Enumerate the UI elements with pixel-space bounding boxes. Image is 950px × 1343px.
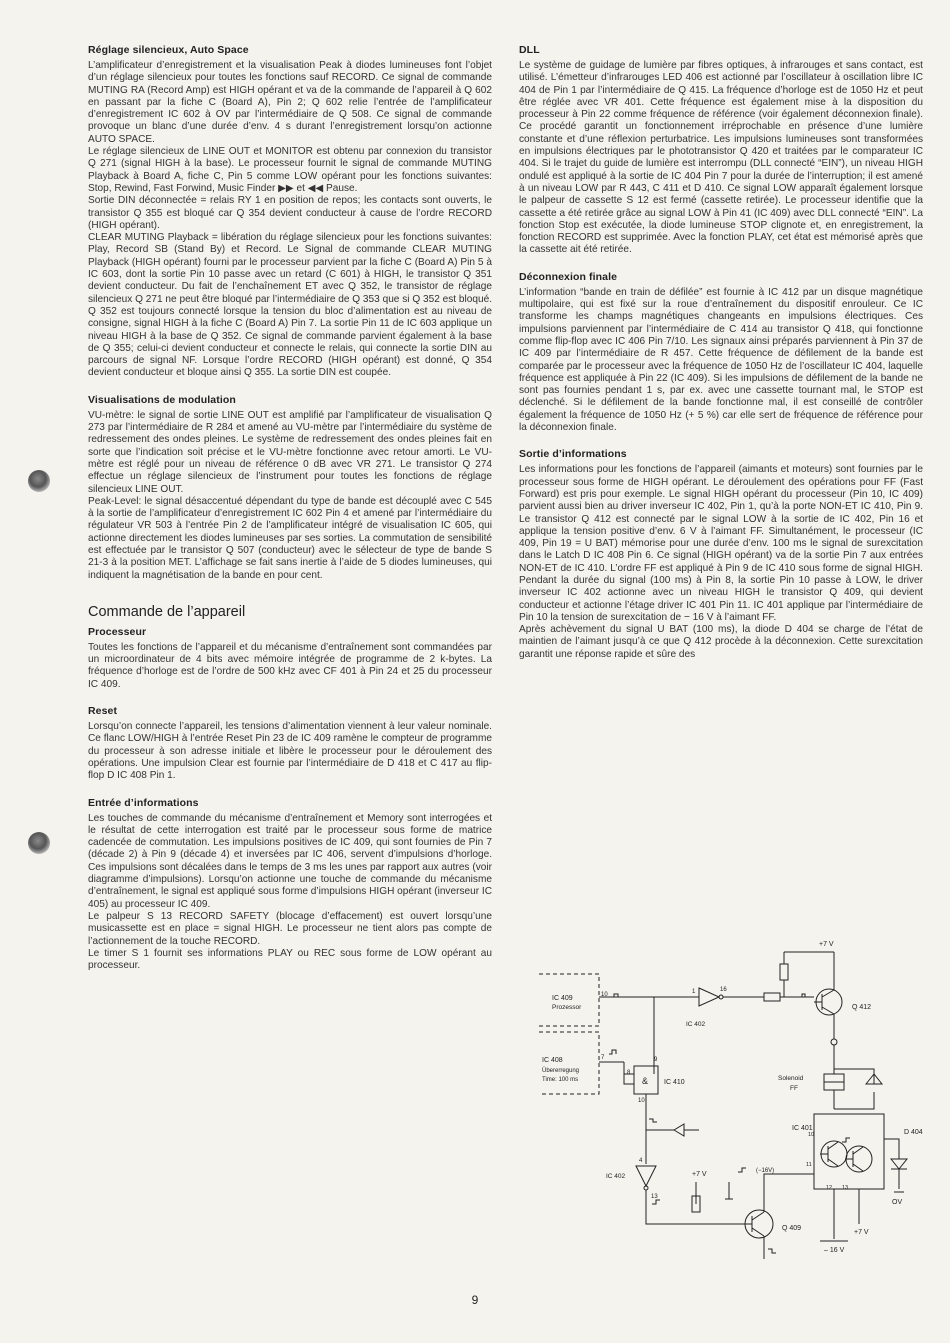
heading-entree: Entrée d’informations — [88, 796, 199, 809]
supply-label: +7 V — [854, 1229, 869, 1236]
ic409-label: IC 409 — [552, 995, 573, 1002]
pin-label: 12 — [826, 1185, 833, 1191]
paragraph: VU-mètre: le signal de sortie LINE OUT est amplifié par l’amplificateur de visualisation Q 273 par l’intermédiaire de R 284 et amené au VU-mètre par l’intermédiaire du système de redressement des ondes pleines. Le système de redressement des ondes pleines fait en sorte que l’indication soit précise et le VU-mètre fonctionne avec retour amorti. Le VU-mètre est réglé pour un niveau de référence 0 dB avec VR 271. Le transistor Q 274 effectue un réglage silencieux de l’instrument pour toutes les fonctions de réglage silencieux LINE OUT. — [88, 409, 492, 495]
pulse-symbol — [738, 1168, 746, 1172]
pin-label: 9 — [654, 1057, 658, 1063]
left-column — [88, 44, 492, 986]
section-deconnexion — [519, 271, 923, 435]
pulse-symbol — [609, 1050, 616, 1054]
ubererregung-label: Übererregung — [542, 1068, 580, 1074]
ic410-label: IC 410 — [664, 1079, 685, 1086]
paragraph: Les informations pour les fonctions de l’appareil (aimants et moteurs) sont fournies par le processeur sous forme de HIGH opérant. Le déroulement des opérations pour FF (Fast Forward) est pris pour exemple. Le signal HIGH opérant du processeur (Pin 10, IC 409) parvient aussi bien au driver inverseur IC 402, Pin 1, qu’à la porte NON-ET IC 410, Pin 9. Le transistor Q 412 est connecté par le signal LOW à la sortie de IC 402, Pin 16 et applique la tension positive d’env. 6 V à l’aimant FF. Simultanément, le processeur (IC 409, Pin 19 = U BAT) mémorise pour une durée d’env. 100 ms le signal de surexcitation dans le Latch D IC 408 Pin 6. Ce signal (HIGH opérant) va de la sortie Pin 7 aux entrées NON-ET de IC 410. L’ordre FF est appliqué à Pin 9 de IC 410 sous forme de signal HIGH. Pendant la durée du signal (100 ms) à Pin 8, la sortie Pin 10 passe à LOW, le driver inverseur IC 402 actionne avec un niveau HIGH le transistor Q 409, qui devient conducteur et actionne l’étage driver IC 401 Pin 11. IC 401 applique par l’intermédiaire de Pin 10 la tension de surexcitation de − 16 V à l’aimant FF. — [519, 464, 923, 623]
ff-label: FF — [790, 1085, 798, 1092]
ic402-bottom-label: IC 402 — [606, 1173, 626, 1180]
pin-label: 11 — [806, 1162, 812, 1168]
d404-diode — [884, 1139, 907, 1189]
heading-reglage: Réglage silencieux, Auto Space — [88, 44, 249, 56]
heading-reset: Reset — [88, 705, 118, 718]
resistor — [780, 964, 788, 980]
paragraph: L’amplificateur d’enregistrement et la visualisation Peak à diodes lumineuses font l’objet d’un réglage silencieux pour toutes les fonctions sauf RECORD. Ce signal de commande MUTING RA (Record Amp) est HIGH opérant et va de la commande de l’appareil à Q 602 en passant par la fiche C (Board A), Pin 2; Q 602 relie l’entrée de l’amplificateur d’enregistrement IC 602 à OV par l’intermédiaire de Q 508. Ce signal de commande provoque un blanc d’une durée d’env. 4 s durant l’enregistrement lorsqu’on actionne AUTO SPACE. — [88, 60, 492, 145]
wire — [725, 1182, 733, 1199]
paragraph: Le système de guidage de lumière par fibres optiques, à infrarouges et sans contact, est utilisé. L’émetteur d’infrarouges LED 406 est actionné par l’oscillateur à oscillation libre IC 404 de Pin 1 par l’intermédiaire de Q 415. La fréquence d’horloge est de 1050 Hz et peut être réglée avec VR 401. Cette fréquence est également mise à la disposition du processeur à Pin 22 comme fréquence de référence (voir également déconnexion finale). Ce procédé garantit un fonctionnement irréprochable en présence d’une lumière constante et d’une réflexion perturbatrice. Les impulsions lumineuses sont transformées en impulsions électriques par le phototransistor Q 420 et traitées par le comparateur IC 404. Si le trajet du guide de lumière est interrompu (DLL connecté “EIN”), un niveau HIGH ondulé est appliqué à la sortie de IC 404 Pin 7 pour la durée de l’interruption; il est amené à un niveau LOW par R 443, C 411 et D 410. Ce signal LOW apparaît également lorsque le palpeur de cassette S 12 est fermé (cassette retirée). Le processeur identifie que la cassette a été retirée grâce au signal LOW à Pin 41 (IC 409) avec DLL connecté “EIN”. La fonction Stop est exécutée, la diode lumineuse STOP clignote et, en enregistrement, la fonction RECORD est supprimée. Avec la fonction PLAY, cet état est mémorisé après que la cassette ait été retirée. — [519, 60, 923, 256]
pulse-symbol — [768, 1249, 776, 1253]
paragraph: Les touches de commande du mécanisme d’entraînement et Memory sont interrogées et le résultat de cette interrogation est traité par le processeur sous forme de matrice cadencée de commutation. Les impulsions positives de IC 409, qui sont fournies de Pin 7 (décade 2) à Pin 9 (décade 4) et inversées par IC 406, servent d’impulsions d’horloge. Ces impulsions sont décalées dans le temps de 3 ms les unes par rapport aux autres (voir diagramme d’impulsions). Lorsqu’on actionne une touche de commande du mécanisme d’entraînement, le signal est appliqué sous forme d’impulsions HIGH opérant (inverseur IC 405) au processeur IC 409. — [88, 812, 492, 910]
q412-label: Q 412 — [852, 1004, 872, 1011]
pulse-symbol — [842, 1138, 850, 1142]
gate-symbol: & — [642, 1076, 649, 1086]
ov-label: OV — [892, 1199, 903, 1206]
paragraph: Lorsqu’on connecte l’appareil, les tensions d’alimentation viennent à leur valeur nominale. Ce flanc LOW/HIGH à l’entrée Reset Pin 23 de IC 409 ramène le compteur de programme du processeur à son adresse initiale et libère le processeur pour le déroulement des opérations. Une impulsion Clear est fournie par l’intermédiaire de D 418 et C 417 au flip-flop D IC 408 Pin 1. — [88, 721, 492, 782]
processor-label: Prozessor — [552, 1004, 582, 1011]
pulse-symbol — [649, 1119, 657, 1122]
paragraph: Le timer S 1 fournit ses informations PLAY ou REC sous forme de LOW opérant au processeur. — [88, 947, 492, 972]
solenoid-label: Solenoid — [778, 1075, 804, 1082]
page-number: 9 — [471, 1293, 479, 1307]
section-sortie — [519, 448, 923, 661]
section-reglage — [88, 44, 492, 380]
pin-label: 10 — [808, 1132, 815, 1138]
paragraph: CLEAR MUTING Playback = libération du réglage silencieux pour les fonctions suivantes: Play, Record SB (Stand By) et Record. Le Signal de commande CLEAR MUTING Playback (HIGH opérant) fourni par le processeur parvient par la fiche C (Board A) Pin 5 à IC 603, dont la sortie Pin 10 passe avec un retard (C 601) à HIGH, le transistor Q 351 devient conducteur. Du fait de l’enchaînement ET avec Q 352, le transistor de réglage silencieux Q 271 ne peut être bloqué par l’intermédiaire de Q 353 que si Q 352 est bloqué. Q 352 est toujours connecté lorsque la tension du bloc d’alimentation est au niveau de consigne, signal HIGH à la fiche C (Board A) Pin 7. La sortie Pin 11 de IC 603 applique un niveau HIGH à la base de Q 352. Ce signal de commande parvient également à la base de Q 355; celui-ci devient conducteur et connecte le relais, qui connecte la sortie DIN au parcours de signal NF. Lorsque l’ordre RECORD (HIGH opérant) est donné, Q 354 devient conducteur et bloque ainsi Q 355. La sortie DIN est coupée. — [88, 232, 493, 379]
section-dll — [519, 44, 923, 257]
supply-label: – 16 V — [824, 1247, 845, 1254]
wire — [764, 1174, 814, 1212]
heading-dll: DLL — [519, 44, 540, 56]
paragraph: L’information “bande en train de défilée” est fournie à IC 412 par un disque magnétique multipolaire, qui est fixé sur la roue d’entraînement du dispositif enrouleur. Ce IC transforme les champs magnétiques changeants en impulsions électriques. Ces impulsions parviennent par l’intermédiaire de C 414 au transistor Q 418, qui fonctionne comme flip-flop avec IC 406 Pin 7/10. Les signaux ainsi préparés parviennent à Pin 37 de IC 409 par l’intermédiaire de R 457. Cette fréquence de défilement de la bande est comparée par le processeur avec la fréquence de 1050 Hz de l’oscillateur IC 404, laquelle fréquence est appliquée à Pin 22 (IC 409). Si les impulsions de défilement de la bande ne sont pas fournies pendant 1 s, par ex. avec une cassette tournant mal, le STOP est déclenché. Si le défilement de la bande fonctionne mal, il est conseillé de contrôler également la fréquence de 1050 Hz (+ 5 %) car elle sert de fréquence de référence pour la déconnexion finale. — [519, 286, 923, 434]
pin-label: 10 — [638, 1098, 645, 1104]
paragraph: Après achèvement du signal U BAT (100 ms), la diode D 404 se charge de l’état de maintien de l’aimant jusqu’à ce que Q 412 procède à la déconnexion. Cette surexcitation garantit une réponse rapide et sûre des — [519, 624, 923, 660]
supply-label: +7 V — [692, 1171, 707, 1178]
ic401-label: IC 401 — [792, 1125, 813, 1132]
heading-deconnexion: Déconnexion finale — [519, 270, 618, 283]
paragraph: Sortie DIN déconnectée = relais RY 1 en position de repos; les contacts sont ouverts, le transistor Q 355 est bloqué car Q 354 devient conducteur à cause de l’ordre RECORD (HIGH opérant). — [88, 195, 492, 231]
transistor-leads — [845, 1147, 863, 1171]
paragraph: Toutes les fonctions de l’appareil et du mécanisme d’entraînement sont commandées par un microordinateur de 4 bits avec mémoire intégrée de programme de 2 k-bytes. La fréquence d’horloge est de l’ordre de 500 kHz avec CF 401 à Pin 24 et 25 du processeur IC 409. — [88, 641, 492, 690]
section-visualisations — [88, 394, 492, 582]
pin-label: 16 — [720, 987, 727, 993]
wire — [824, 1069, 844, 1109]
ic402-top-buffer — [699, 988, 719, 1006]
pin-label: 8 — [627, 1070, 631, 1076]
section-entree — [88, 797, 492, 973]
supply-label: +7 V — [819, 941, 834, 948]
right-column — [519, 44, 923, 675]
pin-label: 13 — [842, 1185, 849, 1191]
transistor-leads — [820, 1142, 838, 1166]
flyback-diode — [834, 1069, 882, 1109]
pin-label: 4 — [639, 1158, 643, 1164]
d404-label: D 404 — [904, 1129, 923, 1136]
paragraph: Le palpeur S 13 RECORD SAFETY (blocage d’effacement) est ouvert lorsqu’une musicassette est en place = signal HIGH. Le processeur ne tient alors pas compte de l’actionnement de la touche RECORD. — [88, 910, 492, 947]
transistor-leads — [739, 1212, 764, 1236]
node — [831, 1039, 837, 1045]
heading-processeur: Processeur — [88, 625, 147, 638]
pin-label: 10 — [601, 992, 608, 998]
circuit-diagram — [524, 934, 924, 1274]
paragraph: Peak-Level: le signal désaccentué dépendant du type de bande est découplé avec C 545 à la sortie de l’amplificateur d’enregistrement IC 602 Pin 4 et amené par l’intermédiaire du régulateur VR 503 à l’entrée Pin 2 de l’amplificateur intégré de visualisation IC 605, qui actionne directement les diodes lumineuses par ses sorties. La commutation de sensibilité est effectuée par le transistor Q 507 (conducteur) avec le sélecteur de type de bande S 21-3 à la position MET. L’affichage se fait sans inertie à l’aide de 5 diodes lumineuses, qui indiquent la magnétisation de la bande en pour cent. — [88, 495, 492, 581]
section-title-commande: Commande de l’appareil — [88, 603, 246, 620]
section-processeur — [88, 626, 492, 691]
heading-sortie: Sortie d’informations — [519, 448, 627, 461]
binder-hole — [28, 832, 50, 854]
resistor — [764, 993, 780, 1001]
diode — [646, 1124, 699, 1136]
ic402-bottom-buffer — [636, 1166, 656, 1186]
ic402-top-label: IC 402 — [686, 1021, 706, 1028]
minus16v-label: (−16V) — [756, 1168, 775, 1174]
time-label: Time: 100 ms — [542, 1077, 579, 1083]
pin-label: 1 — [692, 989, 696, 995]
binder-hole — [28, 470, 50, 492]
section-reset — [88, 705, 492, 782]
heading-visualisations: Visualisations de modulation — [88, 393, 236, 406]
ic408-label: IC 408 — [542, 1057, 563, 1064]
paragraph: Le réglage silencieux de LINE OUT et MONITOR est obtenu par connexion du transistor Q 271 (signal HIGH à la base). Le processeur fournit le signal de commande MUTING Playback à Board A, fiche C, Pin 5 comme LOW opérant pour les fonctions suivantes: Stop, Rewind, Fast Forwind, Music Finder ▶▶ et ◀◀ Pause. — [88, 146, 492, 194]
supply-rail — [784, 952, 834, 990]
pulse-symbol — [652, 1200, 660, 1204]
pin-label: 7 — [601, 1055, 605, 1061]
pin-label: 13 — [651, 1194, 658, 1200]
q409-label: Q 409 — [782, 1225, 802, 1232]
transistor-leads — [814, 990, 834, 1014]
